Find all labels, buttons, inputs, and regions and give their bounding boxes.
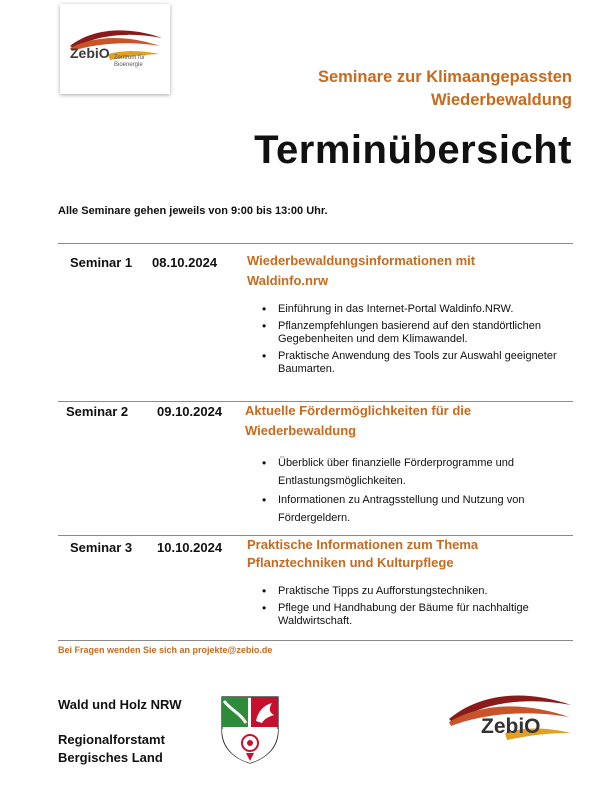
seminar-3-title bbox=[247, 536, 537, 572]
nrw-coat-of-arms-icon bbox=[218, 693, 282, 765]
page-heading bbox=[318, 66, 572, 112]
seminar-1-topics bbox=[258, 303, 558, 380]
zebio-logo-card bbox=[60, 4, 170, 94]
contact-note: Bei Fragen wenden Sie sich an projekte@zebio.de bbox=[58, 645, 273, 655]
time-note: Alle Seminare gehen jeweils von 9:00 bis 13:00 Uhr. bbox=[58, 205, 328, 217]
seminar-2-title bbox=[245, 401, 535, 441]
zebio-logo-subtitle: Zentrum für Bioenergie bbox=[114, 55, 146, 68]
seminar-1-label: Seminar 1 bbox=[70, 255, 133, 270]
seminar-1-title bbox=[247, 251, 537, 291]
seminar-1-title-line-2: Waldinfo.nrw bbox=[247, 273, 329, 288]
page-title: Terminübersicht bbox=[254, 128, 572, 172]
org-name: Wald und Holz NRW bbox=[58, 697, 182, 712]
list-item: • Pflege und Handhabung der Bäume für nachhaltige Waldwirtschaft. bbox=[258, 602, 558, 629]
seminar-2-label: Seminar 2 bbox=[66, 404, 129, 419]
zebio-logo-text: ZebiO bbox=[481, 715, 541, 738]
seminar-2-date: 09.10.2024 bbox=[157, 404, 223, 419]
seminar-3-title-line-2: Pflanztechniken und Kulturpflege bbox=[247, 555, 454, 570]
seminar-3-title-line-1: Praktische Informationen zum Thema bbox=[247, 537, 479, 552]
seminar-3-date: 10.10.2024 bbox=[157, 540, 223, 555]
zebio-logo-bottom bbox=[445, 685, 575, 765]
zebio-logo-text: ZebiO bbox=[70, 45, 110, 61]
list-item: • Praktische Tipps zu Aufforstungstechniken. bbox=[258, 585, 558, 599]
org-unit-line-2: Bergisches Land bbox=[58, 750, 163, 765]
seminar-2-topics bbox=[258, 455, 558, 529]
seminar-2-title-line-1: Aktuelle Fördermöglichkeiten für die bbox=[245, 403, 472, 418]
list-item: • Pflanzempfehlungen basierend auf den standörtlichen Gegebenheiten und dem Klimawandel. bbox=[258, 320, 558, 347]
list-item: • Überblick über finanzielle Förderprogramme und Entlastungsmöglichkeiten. bbox=[258, 455, 558, 490]
org-unit-line-1: Regionalforstamt bbox=[58, 732, 165, 747]
heading-line-1: Seminare zur Klimaangepassten bbox=[317, 68, 572, 86]
seminar-1-title-line-1: Wiederbewaldungsinformationen mit bbox=[247, 253, 476, 268]
list-item: • Einführung in das Internet-Portal Waldinfo.NRW. bbox=[258, 303, 558, 317]
seminar-3-label: Seminar 3 bbox=[70, 540, 133, 555]
seminar-3-topics bbox=[258, 585, 558, 632]
seminar-2-title-line-2: Wiederbewaldung bbox=[245, 423, 357, 438]
row-divider bbox=[58, 640, 573, 641]
seminar-1-date: 08.10.2024 bbox=[152, 255, 218, 270]
heading-line-2: Wiederbewaldung bbox=[430, 91, 572, 109]
list-item: • Informationen zu Antragsstellung und Nutzung von Fördergeldern. bbox=[258, 492, 558, 527]
row-divider bbox=[58, 243, 573, 244]
list-item: • Praktische Anwendung des Tools zur Auswahl geeigneter Baumarten. bbox=[258, 350, 558, 377]
